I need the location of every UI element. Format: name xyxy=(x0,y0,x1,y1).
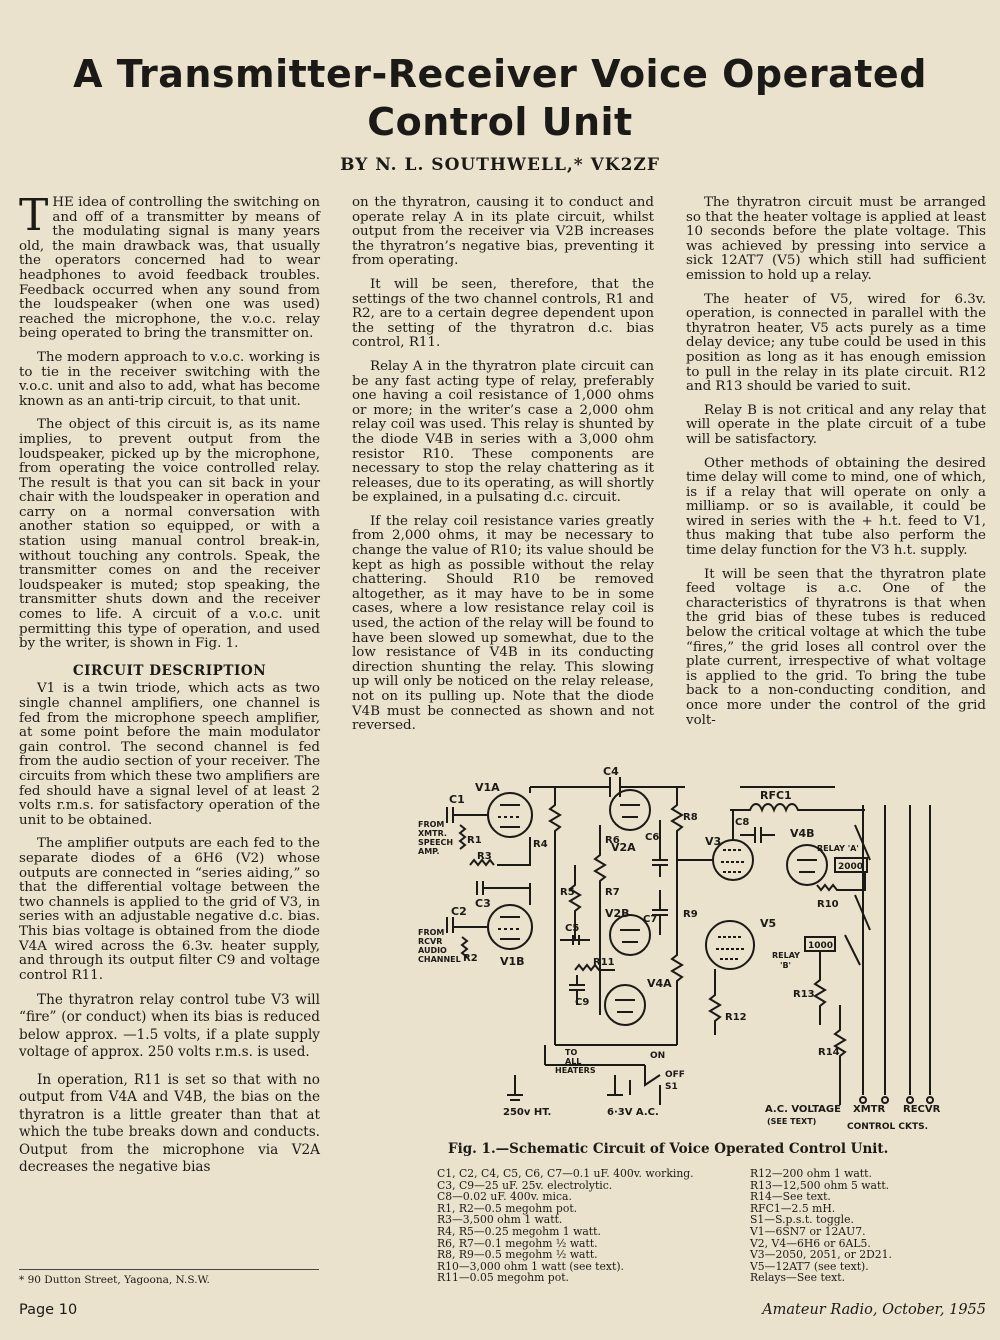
label-r3: R3 xyxy=(477,851,492,862)
parts-list-item: C3, C9—25 uF. 25v. electrolytic. xyxy=(437,1178,613,1192)
tube-v4a-elements xyxy=(615,1000,635,1012)
label-see-text: (SEE TEXT) xyxy=(767,1117,817,1126)
label-v1a: V1A xyxy=(475,781,500,794)
paragraph: In operation, R11 is set so that with no output from V4A and V4B, the bias on the thyratron is a little greater than that at which the tube breaks down and conducts. Output from the microphone via V2A decreases the negative bias xyxy=(19,1072,320,1176)
label-v2b: V2B xyxy=(605,907,630,920)
tube-v3-elements xyxy=(721,850,745,872)
output-wires xyxy=(863,805,930,1095)
resistor-r6 xyxy=(595,825,605,1015)
figure-caption: Fig. 1.—Schematic Circuit of Voice Operated Control Unit. xyxy=(448,1141,889,1157)
label-relay-a: RELAY 'A' xyxy=(817,844,859,853)
label-r5: R5 xyxy=(560,887,575,898)
tube-v4b-elements xyxy=(797,860,817,872)
parts-list-item: R1, R2—0.5 megohm pot. xyxy=(437,1201,578,1215)
label-v4a: V4A xyxy=(647,977,672,990)
paragraph: The object of this circuit is, as its name implies, to prevent output from the loudspeaker, picked up by the microphone, from operating the voice controlled relay. The result is that you can sit back in your chair with the loudspeaker in operation and carry on a normal conversation with another station so equipped, or with a station using manual control break-in, without touching any controls. Speak, the transmitter comes on and the receiver loudspeaker is muted; stop speaking, the transmitter shuts down and the receiver comes to life. A circuit of a v.o.c. unit permitting this type of operation, and used by the writer, is shown in Fig. 1. xyxy=(19,417,320,652)
ht-terminal xyxy=(507,1075,523,1100)
paragraph: The thyratron relay control tube V3 will “fire” (or conduct) when its bias is reduced below approx. —1.5 volts, if a plate supply voltage of approx. 250 volts r.m.s. is used. xyxy=(19,992,320,1061)
parts-list-item: V3—2050, 2051, or 2D21. xyxy=(750,1248,892,1262)
label-c1: C1 xyxy=(449,793,465,806)
tube-v4a xyxy=(605,985,645,1025)
label-r9: R9 xyxy=(683,909,698,920)
paragraph: It will be seen that the thyratron plate feed voltage is a.c. One of the characteristics of thyratrons is that when the grid bias of these tubes is reduced below the critical voltage at which the tube “fires,” the grid loses all control over the plate current, irrespective of what voltage is applied to the grid. To bring the tube back to a non-conducting condition, and once more under the control of the grid volt- xyxy=(686,566,986,728)
paragraph: THE idea of controlling the switching on and off of a transmitter by means of the modulating signal is many years old, the main drawback was, that usually the operators concerned had to wear headphones to avoid feedback troubles. Feedback occurred when any sound from the loudspeaker (when one was used) reached the microphone, the v.o.c. relay being operated to bring the transmitter on. xyxy=(19,190,320,342)
parts-list-item: R4, R5—0.25 megohm 1 watt. xyxy=(437,1224,601,1238)
label-v2a: V2A xyxy=(611,841,636,854)
label-r8: R8 xyxy=(683,812,698,823)
tube-v2b-elements xyxy=(620,930,640,942)
parts-list-right xyxy=(750,1168,990,1284)
parts-list-item: R11—0.05 megohm pot. xyxy=(437,1271,569,1285)
parts-list-left xyxy=(437,1168,757,1284)
label-r7: R7 xyxy=(605,887,620,898)
parts-list-item: R13—12,500 ohm 5 watt. xyxy=(750,1178,890,1192)
parts-list-item: V5—12AT7 (see text). xyxy=(750,1259,869,1273)
label-c2: C2 xyxy=(451,905,467,918)
terminal xyxy=(907,1097,913,1103)
paragraph: The amplifier outputs are each fed to the separate diodes of a 6H6 (V2) whose outputs are connected in “series aiding,” so that the differential voltage between the two channels is applied to the grid of V3, in series with an adjustable negative d.c. bias. This bias voltage is obtained from the diode V4A wired across the 6.3v. heater supply, and through its output filter C9 and voltage control R11. xyxy=(19,836,320,983)
label-from-rcvr-2: RCVR xyxy=(418,937,443,946)
publication-date: Amateur Radio, October, 1955 xyxy=(762,1302,986,1318)
parts-list-item: R10—3,000 ohm 1 watt (see text). xyxy=(437,1259,624,1273)
tube-v5 xyxy=(706,921,754,969)
title-line-2: Control Unit xyxy=(367,100,633,144)
resistor-r4 xyxy=(550,787,560,883)
column-1-bottom xyxy=(19,1072,320,1182)
label-c3: C3 xyxy=(475,897,491,910)
label-recvr: RECVR xyxy=(903,1104,941,1115)
label-to: TO xyxy=(565,1048,578,1057)
label-v4b: V4B xyxy=(790,827,815,840)
label-relay-b: RELAY xyxy=(772,951,800,960)
label-from-rcvr: FROM xyxy=(418,928,445,937)
column-2 xyxy=(352,196,654,743)
label-v5: V5 xyxy=(760,917,777,930)
label-v3: V3 xyxy=(705,835,722,848)
label-rfc1: RFC1 xyxy=(760,789,792,802)
byline: BY N. L. SOUTHWELL,* VK2ZF xyxy=(340,155,660,175)
capacitor-c7 xyxy=(652,890,668,935)
tube-v2a xyxy=(610,790,650,830)
parts-list-item: R6, R7—0.1 megohm ½ watt. xyxy=(437,1236,598,1250)
label-v1b: V1B xyxy=(500,955,525,968)
title-line-1: A Transmitter-Receiver Voice Operated xyxy=(73,52,927,96)
label-r10: R10 xyxy=(817,899,839,910)
label-from-xmtr-2: XMTR. xyxy=(418,829,447,838)
label-from-xmtr-4: AMP. xyxy=(418,847,440,856)
wire xyxy=(497,837,530,865)
terminal xyxy=(882,1097,888,1103)
parts-list-item: C1, C2, C4, C5, C6, C7—0.1 uF. 400v. working. xyxy=(437,1167,694,1180)
drop-cap: T xyxy=(19,190,49,241)
paragraph: Relay A in the thyratron plate circuit can be any fast acting type of relay, preferably one having a coil resistance of 1,000 ohms or more; in the writer’s case a 2,000 ohm relay coil was used. This relay is shunted by the diode V4B in series with a 3,000 ohm resistor R10. These components are necessary to stop the relay chattering as it releases, due to its operating, as will shortly be explained, in a pulsating d.c. circuit. xyxy=(352,358,654,506)
label-c9: C9 xyxy=(575,997,590,1008)
label-r1: R1 xyxy=(467,835,482,846)
label-all: ALL xyxy=(565,1057,582,1066)
label-r6: R6 xyxy=(605,835,620,846)
label-c5: C5 xyxy=(565,923,580,934)
label-c7: C7 xyxy=(643,914,658,925)
label-on: ON xyxy=(650,1051,666,1061)
article-title xyxy=(40,50,960,146)
column-1 xyxy=(19,190,320,992)
label-r2: R2 xyxy=(463,953,478,964)
label-heaters: HEATERS xyxy=(555,1066,596,1075)
resistor-r8-r9 xyxy=(672,787,682,1045)
section-heading: CIRCUIT DESCRIPTION xyxy=(72,662,267,679)
resistor-r13 xyxy=(815,951,825,1025)
label-control-ckts: CONTROL CKTS. xyxy=(847,1122,928,1132)
parts-list-item: C8—0.02 uF. 400v. mica. xyxy=(437,1190,572,1204)
paragraph: The thyratron circuit must be arranged so that the heater voltage is applied at least 10 seconds before the plate voltage. This was achieved by pressing into service a sick 12AT7 (V5) which still had sufficient emission to hold up a relay. xyxy=(686,195,986,283)
label-c6: C6 xyxy=(645,832,660,843)
capacitor-c8 xyxy=(740,827,775,843)
column-1-lower xyxy=(19,992,320,1068)
terminal xyxy=(927,1097,933,1103)
resistor-r1 xyxy=(460,825,465,849)
resistor-r12 xyxy=(710,969,720,1035)
label-s1: S1 xyxy=(665,1082,678,1092)
paragraph: V1 is a twin triode, which acts as two single channel amplifiers, one channel is fed from the microphone speech amplifier, at some point before the main modulator gain control. The second channel is fed from the audio section of your receiver. The circuits from which these two amplifiers are fed should have a signal level of at least 2 volts r.m.s. for satisfactory operation of the unit to be obtained. xyxy=(19,681,320,828)
paragraph: The heater of V5, wired for 6.3v. operation, is connected in parallel with the thyratron heater, V5 acts purely as a time delay device; any tube could be used in this position as long as it has enough emission to pull in the relay in its plate circuit. R12 and R13 should be varied to suit. xyxy=(686,291,986,395)
paragraph: If the relay coil resistance varies greatly from 2,000 ohms, it may be necessary to change the value of R10; its value should be kept as high as possible without the relay chattering. Should R10 be removed altogether, as it may have to be in some cases, where a low resistance relay coil is used, the action of the relay will be found to have been slowed up somewhat, due to the low resistance of V4B in its conducting direction shunting the relay. This slowing up will only be noticed on the relay release, not on its pulling up. Note that the diode V4B must be connected as shown and not reversed. xyxy=(352,513,654,734)
footnote: * 90 Dutton Street, Yagoona, N.S.W. xyxy=(19,1269,319,1286)
label-relay-b-value: 1000 xyxy=(808,941,834,951)
label-from-rcvr-4: CHANNEL xyxy=(418,955,461,964)
parts-list-item: R14—See text. xyxy=(750,1190,831,1204)
label-r12: R12 xyxy=(725,1012,747,1023)
parts-list-item: S1—S.p.s.t. toggle. xyxy=(750,1213,854,1227)
parts-list-item: V2, V4—6H6 or 6AL5. xyxy=(750,1236,871,1250)
label-off: OFF xyxy=(665,1070,685,1080)
parts-list-item: RFC1—2.5 mH. xyxy=(750,1201,836,1215)
paragraph: Relay B is not critical and any relay that will operate in the plate circuit of a tube will be satisfactory. xyxy=(686,402,986,447)
wire xyxy=(530,883,555,1045)
label-r11: R11 xyxy=(593,957,615,968)
tube-v1b xyxy=(488,905,532,949)
tube-v2a-elements xyxy=(620,805,640,817)
ac-terminal xyxy=(607,1065,660,1105)
capacitor-c6 xyxy=(652,820,668,877)
terminal xyxy=(860,1097,866,1103)
parts-list-item: Relays—See text. xyxy=(750,1271,846,1285)
schematic-diagram xyxy=(415,765,985,1135)
resistor-r3 xyxy=(470,860,494,865)
parts-list-item: V1—6SN7 or 12AU7. xyxy=(750,1224,866,1238)
parts-list-item: R3—3,500 ohm 1 watt. xyxy=(437,1213,563,1227)
label-ht: 250v HT. xyxy=(503,1107,552,1118)
label-relay-a-value: 2000 xyxy=(838,862,864,872)
parts-list-item: R8, R9—0.5 megohm ½ watt. xyxy=(437,1248,598,1262)
label-r13: R13 xyxy=(793,989,815,1000)
label-c4: C4 xyxy=(603,765,619,778)
label-r4: R4 xyxy=(533,839,548,850)
label-from-rcvr-3: AUDIO xyxy=(418,946,447,955)
label-relay-b-2: 'B' xyxy=(780,961,791,970)
paragraph: It will be seen, therefore, that the settings of the two channel controls, R1 and R2, are to a certain degree dependent upon the setting of the thyratron d.c. bias control, R11. xyxy=(352,276,654,351)
tube-v5-elements xyxy=(716,937,744,959)
label-c8: C8 xyxy=(735,817,750,828)
choke-rfc1 xyxy=(730,804,865,810)
parts-list-item: R12—200 ohm 1 watt. xyxy=(750,1167,872,1180)
label-from-xmtr-3: SPEECH xyxy=(418,838,454,847)
label-xmtr: XMTR xyxy=(853,1104,886,1115)
label-ac-voltage: A.C. VOLTAGE xyxy=(765,1104,841,1115)
paragraph: Other methods of obtaining the desired time delay will come to mind, one of which, is if a relay that will operate on only a milliamp. or so is available, it could be wired in series with the + h.t. feed to V1, thus making that tube also perform the time delay function for the V3 h.t. supply. xyxy=(686,455,986,559)
label-r14: R14 xyxy=(818,1047,840,1058)
label-ac: 6·3V A.C. xyxy=(607,1107,659,1118)
paragraph: on the thyratron, causing it to conduct and operate relay A in its plate circuit, whilst output from the receiver via V2B increases the thyratron’s negative bias, preventing it from operating. xyxy=(352,195,654,269)
paragraph: The modern approach to v.o.c. working is to tie in the receiver switching with the v.o.c. unit and also to add, what has become known as an anti-trip circuit, to that unit. xyxy=(19,349,320,409)
page-number: Page 10 xyxy=(19,1302,78,1318)
column-3 xyxy=(686,196,986,737)
label-from-xmtr: FROM xyxy=(418,820,445,829)
tube-v1a xyxy=(488,793,532,837)
